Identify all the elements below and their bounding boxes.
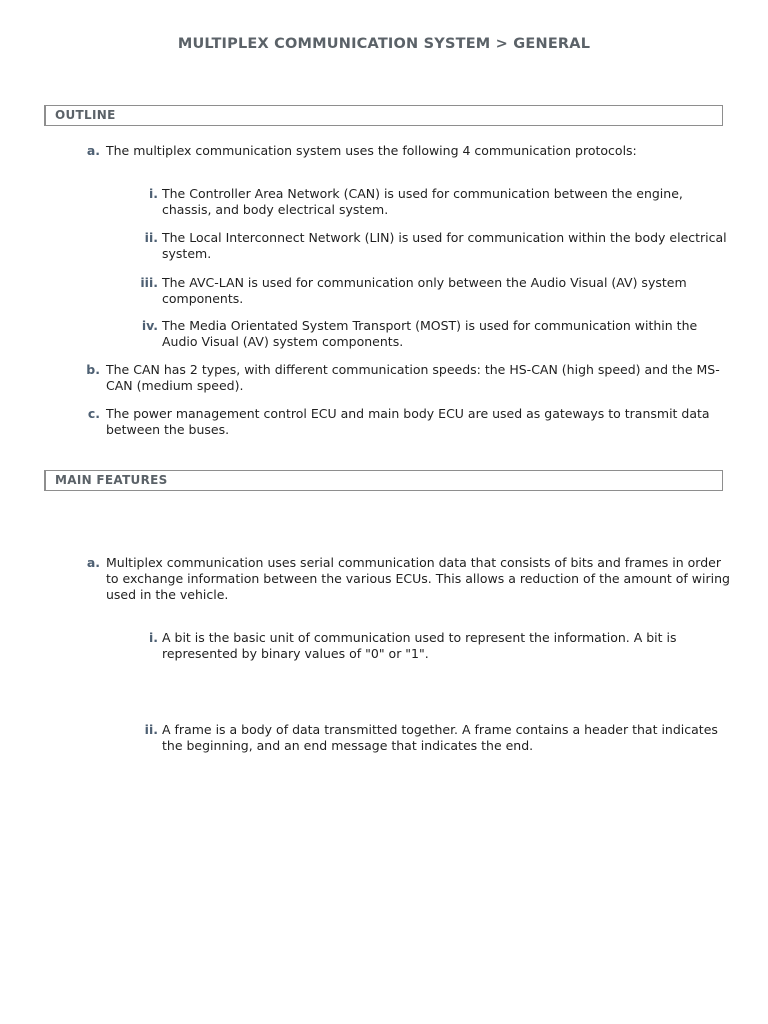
- outline-heading: OUTLINE: [55, 108, 116, 122]
- list-item-text: Multiplex communication uses serial communication data that consists of bits and frames in order to exchange information between the various ECUs. This allows a reduction of the amount of wiring used in the vehicle.: [106, 555, 730, 602]
- page-title: MULTIPLEX COMMUNICATION SYSTEM > GENERAL: [177, 36, 591, 52]
- outline-section-header: [44, 105, 723, 126]
- list-marker: c.: [87, 406, 100, 421]
- list-item-text: A frame is a body of data transmitted together. A frame contains a header that indicates the beginning, and an end message that indicates the end.: [162, 722, 718, 753]
- list-item-text: The Media Orientated System Transport (MOST) is used for communication within the Audio Visual (AV) system components.: [162, 318, 698, 349]
- list-item-text: The AVC-LAN is used for communication only between the Audio Visual (AV) system components.: [162, 275, 687, 306]
- list-marker: b.: [86, 362, 100, 377]
- list-marker: a.: [86, 143, 100, 158]
- list-marker: ii.: [144, 722, 158, 737]
- list-item-text: The power management control ECU and main body ECU are used as gateways to transmit data between the buses.: [106, 406, 710, 437]
- list-marker: a.: [86, 555, 100, 570]
- list-item-text: The Controller Area Network (CAN) is used for communication between the engine, chassis, and body electrical system.: [162, 186, 683, 217]
- list-marker: ii.: [144, 230, 158, 245]
- list-marker: i.: [148, 186, 158, 201]
- list-item-text: The Local Interconnect Network (LIN) is used for communication within the body electrical system.: [162, 230, 727, 261]
- main-features-heading: MAIN FEATURES: [55, 473, 168, 487]
- list-item-text: A bit is the basic unit of communication used to represent the information. A bit is represented by binary values of "0" or "1".: [162, 630, 677, 661]
- list-item-text: The multiplex communication system uses the following 4 communication protocols:: [106, 143, 637, 158]
- list-marker: i.: [148, 630, 158, 645]
- list-marker: iv.: [141, 318, 158, 333]
- main-features-section-header: [44, 470, 723, 491]
- list-item-text: The CAN has 2 types, with different communication speeds: the HS-CAN (high speed) and the MS-CAN (medium speed).: [106, 362, 720, 393]
- list-marker: iii.: [140, 275, 158, 290]
